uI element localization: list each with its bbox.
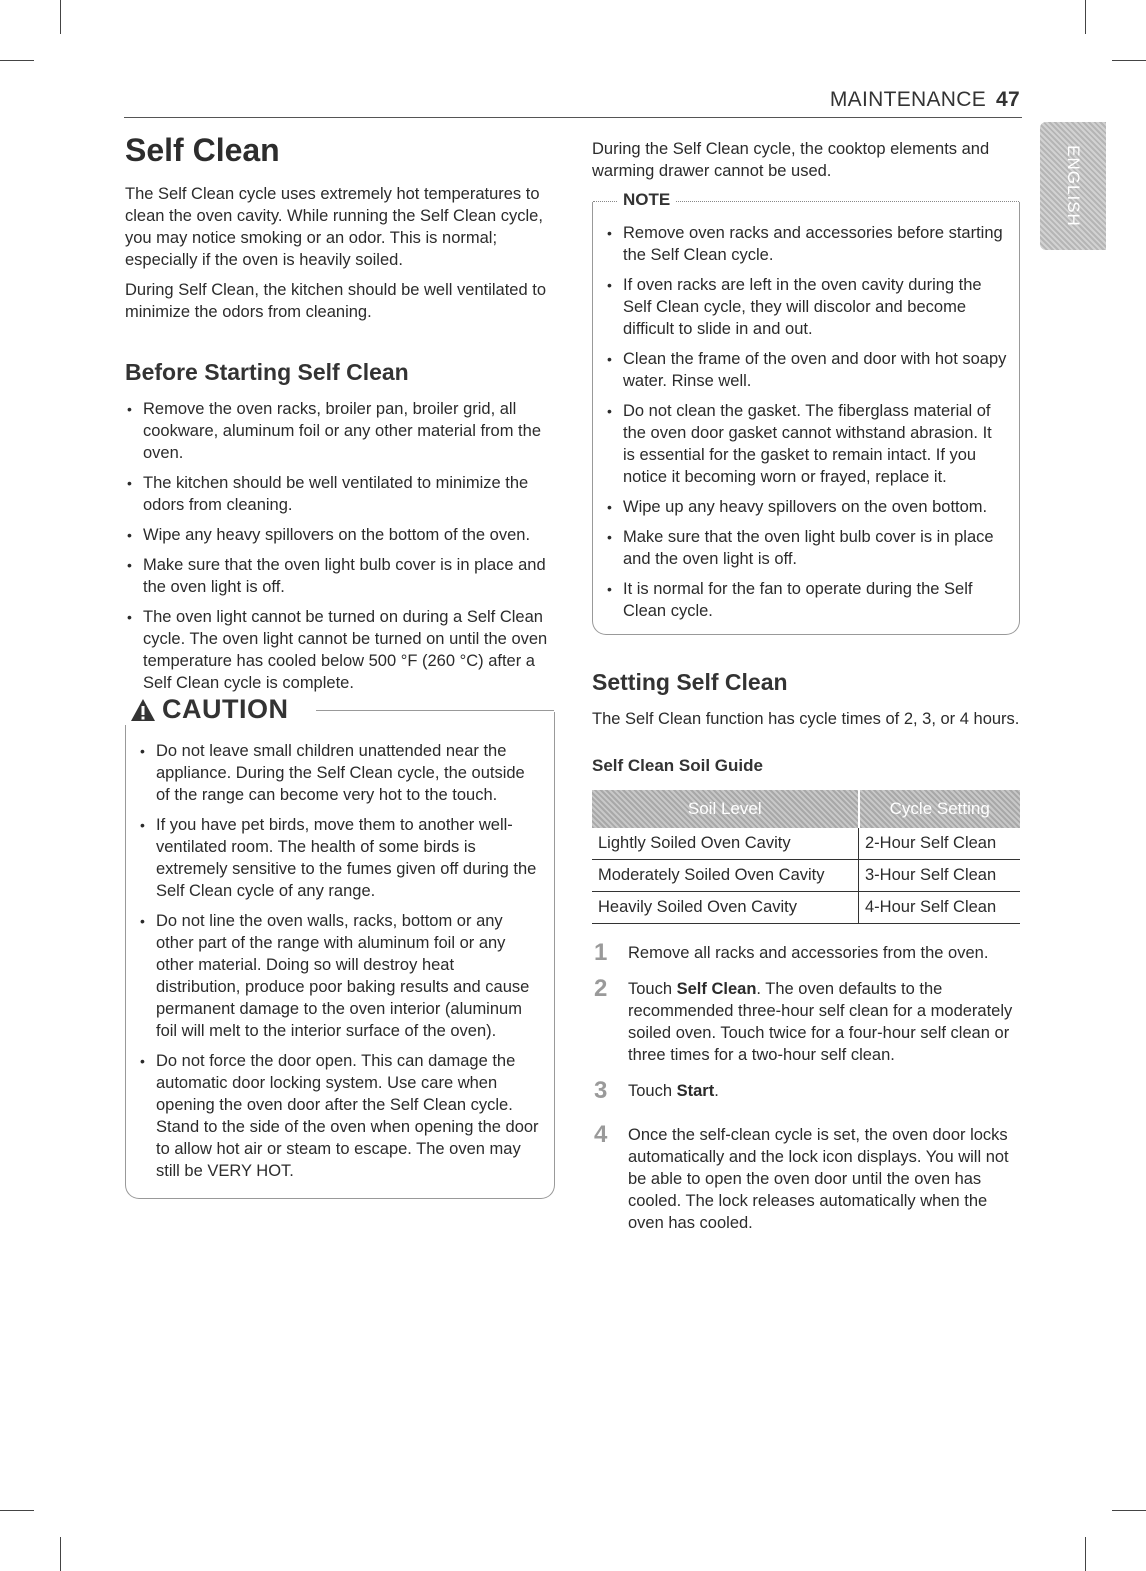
step-text: Touch [628, 980, 677, 998]
caution-header [122, 694, 297, 725]
list-item: • It is normal for the fan to operate during the Self Clean cycle. [605, 578, 1007, 622]
header-rule [124, 117, 1022, 118]
intro-paragraph: The Self Clean cycle uses extremely hot temperatures to clean the oven cavity. While running the Self Clean cycle, you may notice smoking or an odor. This is normal; especially if the oven is heavily soiled. [125, 185, 543, 269]
step-number: 4 [594, 1121, 608, 1148]
step-text: Once the self-clean cycle is set, the oven door locks automatically and the lock icon displays. You will not be able to open the oven door until the oven has cooled. The lock releases automatically when the oven has cooled. [628, 1126, 1009, 1232]
step-item [592, 939, 1020, 966]
table-row [592, 860, 1020, 892]
crop-mark [60, 0, 61, 34]
list-item: • If you have pet birds, move them to another well-ventilated room. The health of some birds is extremely sensitive to the fumes given off during the Self Clean cycle of any range. [138, 814, 542, 902]
section-name: MAINTENANCE [829, 88, 987, 111]
table-cell: 3-Hour Self Clean [859, 860, 1021, 892]
page-number: 47 [996, 88, 1020, 111]
step-number: 2 [594, 975, 608, 1002]
step-button-name: Self Clean [676, 980, 757, 998]
intro-paragraph: During the Self Clean cycle, the cooktop elements and warming drawer cannot be used. [592, 140, 990, 180]
list-item: • Make sure that the oven light bulb cover is in place and the oven light is off. [605, 526, 1007, 570]
table-header-row [592, 790, 1020, 828]
step-item [592, 975, 1020, 1066]
caution-box [125, 694, 555, 1199]
list-item: • Remove oven racks and accessories before starting the Self Clean cycle. [605, 222, 1007, 266]
crop-mark [0, 60, 34, 61]
column-header: Soil Level [592, 790, 859, 828]
steps-list [592, 939, 1020, 1234]
list-item: • Do not force the door open. This can damage the automatic door locking system. Use care when opening the oven door after the Self Clean cycle. Stand to the side of the oven when opening the door to allow hot air or steam to escape. The oven may still be VERY HOT. [138, 1050, 542, 1182]
intro-paragraph: During Self Clean, the kitchen should be well ventilated to minimize the odors from cleaning. [125, 281, 546, 321]
table-cell: Heavily Soiled Oven Cavity [592, 892, 859, 924]
language-tab-label: ENGLISH [1064, 145, 1083, 227]
note-box [592, 190, 1020, 635]
before-starting-heading: Before Starting Self Clean [125, 359, 409, 385]
list-item: • The kitchen should be well ventilated to minimize the odors from cleaning. [125, 472, 555, 516]
table-row [592, 892, 1020, 924]
running-header [830, 88, 1020, 112]
step-item [592, 1121, 1020, 1234]
caution-label: CAUTION [162, 694, 289, 724]
crop-mark [1085, 1537, 1086, 1571]
caution-rule [316, 710, 554, 711]
table-cell: 4-Hour Self Clean [859, 892, 1021, 924]
step-button-name: Start [676, 1082, 715, 1100]
note-list [605, 222, 1007, 622]
table-cell: 2-Hour Self Clean [859, 828, 1021, 860]
step-number: 1 [594, 939, 608, 966]
list-item: • Do not clean the gasket. The fiberglass material of the oven door gasket cannot withstand abrasion. It is essential for the gasket to remain intact. If you notice it becoming worn or frayed, replace it. [605, 400, 1007, 488]
list-item: • Do not line the oven walls, racks, bottom or any other part of the range with aluminum foil or any other material. Doing so will destroy heat distribution, produce poor baking results and cause permanent damage to the oven interior (aluminum foil will melt to the interior surface of the oven). [138, 910, 542, 1042]
warning-triangle-icon [130, 698, 156, 722]
column-header: Cycle Setting [859, 790, 1021, 828]
list-item: • Clean the frame of the oven and door with hot soapy water. Rinse well. [605, 348, 1007, 392]
caution-list [138, 740, 542, 1182]
setting-intro: The Self Clean function has cycle times of 2, 3, or 4 hours. [592, 710, 1020, 728]
step-text: . The oven defaults to the recommended three-hour self clean for a moderately soiled oven. Touch twice for a four-hour self clean or three times for a two-hour self clean. [628, 980, 1013, 1064]
step-text: . [714, 1082, 719, 1100]
step-text: Touch [628, 1082, 677, 1100]
crop-mark [1085, 0, 1086, 34]
setting-heading: Setting Self Clean [592, 669, 788, 695]
table-cell: Lightly Soiled Oven Cavity [592, 828, 859, 860]
table-row [592, 828, 1020, 860]
table-cell: Moderately Soiled Oven Cavity [592, 860, 859, 892]
list-item: • Wipe up any heavy spillovers on the oven bottom. [605, 496, 1007, 518]
list-item: • Wipe any heavy spillovers on the bottom of the oven. [125, 524, 555, 546]
left-column [125, 132, 555, 1199]
crop-mark [0, 1510, 34, 1511]
soil-guide-heading: Self Clean Soil Guide [592, 756, 763, 775]
list-item: • Make sure that the oven light bulb cover is in place and the oven light is off. [125, 554, 555, 598]
right-column [592, 138, 1020, 1248]
note-label: NOTE [617, 190, 676, 210]
list-item: • The oven light cannot be turned on during a Self Clean cycle. The oven light cannot be turned on until the oven temperature has cooled below 500 °F (260 °C) after a Self Clean cycle is complete. [125, 606, 555, 694]
soil-guide-table [592, 790, 1020, 924]
page-title: Self Clean [125, 132, 280, 168]
list-item: • If oven racks are left in the oven cavity during the Self Clean cycle, they will discolor and become difficult to slide in and out. [605, 274, 1007, 340]
language-tab [1040, 122, 1106, 250]
step-number: 3 [594, 1077, 608, 1104]
crop-mark [60, 1537, 61, 1571]
crop-mark [1112, 60, 1146, 61]
step-text: Remove all racks and accessories from the oven. [628, 944, 989, 962]
list-item: • Do not leave small children unattended near the appliance. During the Self Clean cycle, the outside of the range can become very hot to the touch. [138, 740, 542, 806]
step-item [592, 1077, 1020, 1104]
crop-mark [1112, 1510, 1146, 1511]
before-starting-list [125, 398, 555, 694]
list-item: • Remove the oven racks, broiler pan, broiler grid, all cookware, aluminum foil or any other material from the oven. [125, 398, 555, 464]
